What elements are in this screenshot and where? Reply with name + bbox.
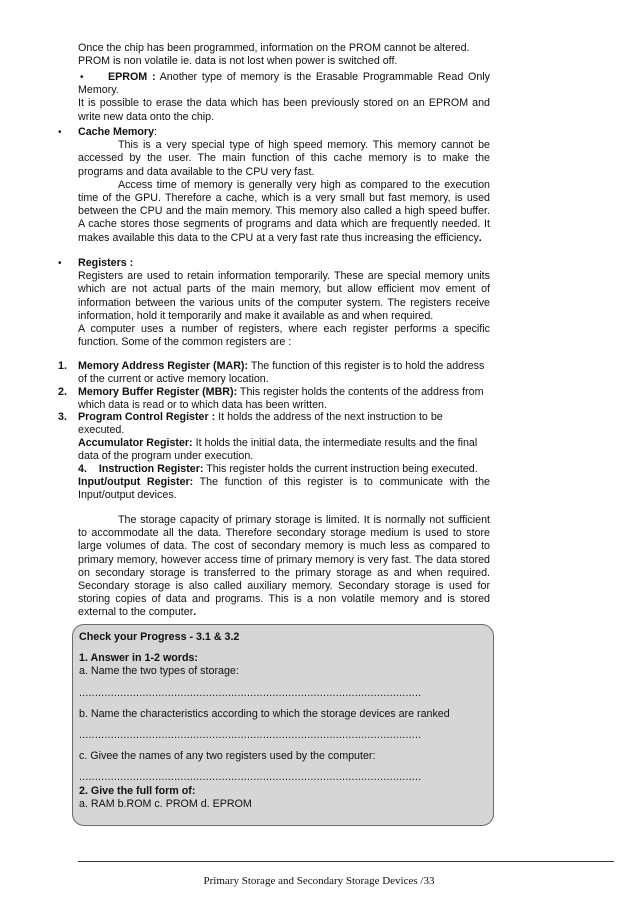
storage-end: .: [193, 606, 197, 619]
mbr-title: Memory Buffer Register (MBR):: [78, 386, 238, 398]
cache-title: Cache Memory: [78, 126, 155, 138]
io-title: Input/output Register:: [78, 476, 194, 488]
cache-end: .: [478, 231, 482, 244]
pcr-text: It holds the address of the next instruction to be executed.: [78, 411, 443, 437]
instruction-text: This register holds the current instruction being executed.: [203, 463, 478, 475]
cache-para-1: This is a very special type of high speed memory. This memory cannot be accessed by the user. The main function of this cache memory is to make the programs and data available to the CPU very fast.: [78, 139, 490, 178]
progress-qa: a. Name the two types of storage:: [79, 665, 239, 678]
progress-q2-items: a. RAM b.ROM c. PROM d. EPROM: [79, 797, 252, 810]
cache-para-2: Access time of memory is generally very high as compared to the execution time of the GPU. Therefore a cache, which is a very small but fast memory, is used between the CPU and the main memory. This memory also called a high speed buffer. A cache stores those segments of programs and data which are frequently needed. It makes available this data to the CPU at a very fast rate thus increasing the efficiency: [78, 178, 490, 244]
answer-line-a: ............................................................................................................: [79, 686, 422, 699]
registers-para-1: Registers are used to retain information temporarily. These are special memory units which are not actual parts of the main memory, but allow efficient mov ement of information between the various units of the computer system. The registers receive information, hold it temporarily and make it available as and when required.: [78, 270, 490, 322]
mbr-text: This register holds the contents of the address from which data is read or to which data has been written.: [78, 386, 484, 412]
accumulator-text: It holds the initial data, the intermediate results and the final data of the program under execution.: [78, 437, 478, 463]
register-item-mbr: [78, 386, 490, 412]
answer-line-c: ............................................................................................................: [79, 771, 422, 784]
eprom-section: [78, 71, 490, 124]
register-item-accumulator: [78, 437, 490, 463]
mar-text: The function of this register is to hold the address of the current or active memory location.: [78, 360, 485, 386]
registers-section: [78, 257, 490, 349]
instruction-title: Instruction Register:: [98, 463, 204, 475]
register-item-io: [78, 476, 490, 502]
list-number-3: 3.: [58, 411, 67, 423]
eprom-desc: Another type of memory is the Erasable Programmable Read Only Memory.: [78, 71, 490, 97]
progress-q2: 2. Give the full form of:: [79, 784, 196, 797]
progress-q1: 1. Answer in 1-2 words:: [79, 652, 198, 665]
answer-line-b: ............................................................................................................: [79, 729, 422, 742]
prom-paragraph: [78, 42, 490, 68]
pcr-title: Program Control Register :: [78, 411, 216, 423]
register-item-instruction: [78, 463, 490, 476]
eprom-title: EPROM :: [108, 71, 156, 83]
eprom-para: It is possible to erase the data which has been previously stored on an EPROM and write new data onto the chip.: [78, 97, 490, 123]
register-item-mar: [78, 360, 490, 386]
register-item-pcr: [78, 411, 458, 437]
storage-paragraph: [78, 514, 490, 620]
mar-title: Memory Address Register (MAR):: [78, 360, 249, 372]
storage-text: The storage capacity of primary storage is limited. It is normally not sufficient to accommodate all the data. Therefore secondary storage medium is used to store large volumes of data. The cost of secondary memory is much less as compared to primary memory, however access time of primary memory is very fast. The data stored on secondary storage is transferred to the primary storage as and when required. Secondary storage is also called auxiliary memory. Secondary storage is used for storing copies of data and programs. This is a non volatile memory and is stored external to the computer: [78, 514, 490, 619]
progress-title: Check your Progress - 3.1 & 3.2: [79, 631, 240, 643]
list-number-1: 1.: [58, 360, 67, 372]
instruction-number: 4.: [78, 463, 87, 475]
page-footer: Primary Storage and Secondary Storage Devices /33: [203, 875, 435, 887]
list-number-2: 2.: [58, 386, 67, 398]
cache-section: [78, 126, 490, 245]
prom-line-1: Once the chip has been programmed, information on the PROM cannot be altered.: [78, 42, 470, 54]
prom-line-2: PROM is non volatile ie. data is not lost when power is switched off.: [78, 55, 398, 68]
accumulator-title: Accumulator Register:: [78, 437, 193, 449]
check-progress-box: [72, 624, 494, 826]
progress-qc: c. Givee the names of any two registers used by the computer:: [79, 750, 376, 763]
registers-para-2: A computer uses a number of registers, where each register performs a specific function. Some of the common registers are :: [78, 323, 490, 349]
cache-bullet: •: [58, 127, 62, 138]
registers-title: Registers :: [78, 257, 134, 269]
io-text: The function of this register is to communicate with the Input/output devices.: [78, 476, 490, 502]
footer-divider: [78, 861, 614, 862]
cache-colon: :: [154, 126, 158, 138]
eprom-bullet: •: [80, 72, 84, 83]
registers-bullet: •: [58, 258, 62, 269]
progress-qb: b. Name the characteristics according to which the storage devices are ranked: [79, 707, 450, 720]
